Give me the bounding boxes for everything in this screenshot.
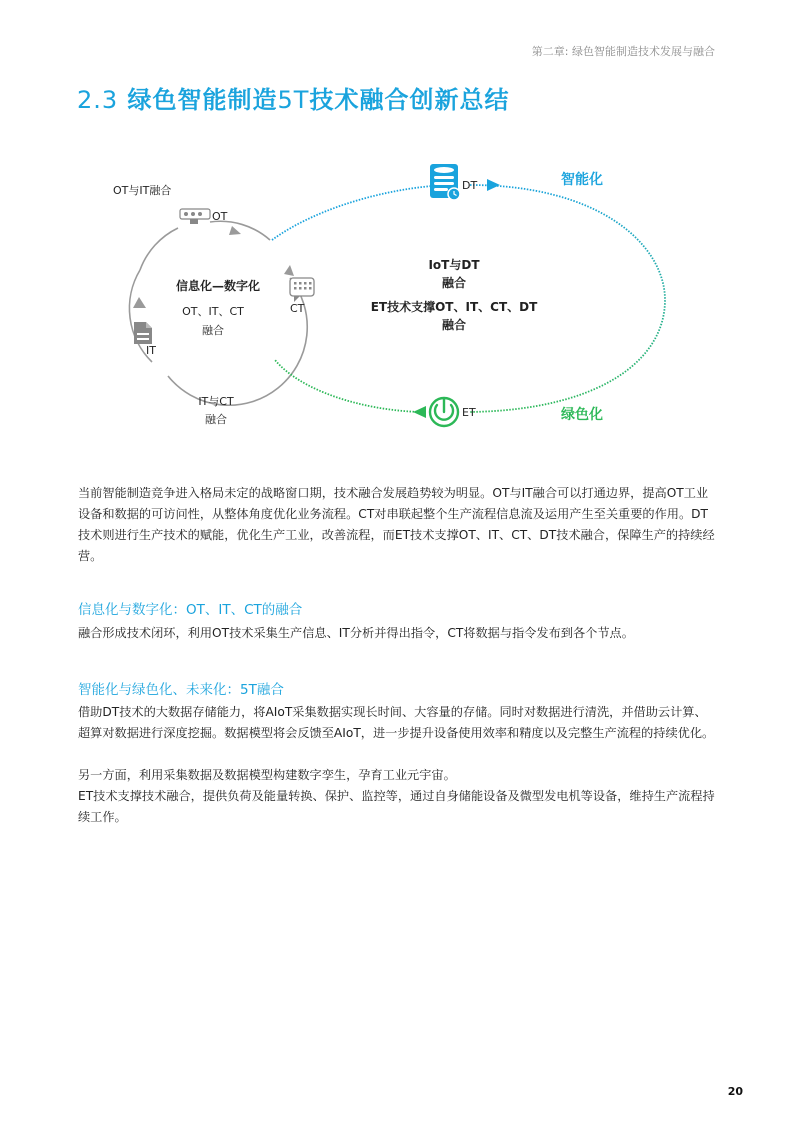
it-ct-fusion-line1: IT与CT bbox=[198, 395, 234, 408]
running-header: 第二章: 绿色智能制造技术发展与融合 bbox=[531, 45, 715, 58]
it-document-icon bbox=[134, 322, 152, 344]
intelligent-label: 智能化 bbox=[561, 172, 603, 188]
ot-label: OT bbox=[212, 210, 228, 223]
dt-database-icon bbox=[430, 164, 460, 200]
arrow-ct-it bbox=[284, 265, 294, 276]
intelligent-green-paragraph-1: 借助DT技术的大数据存储能力，将AIoT采集数据实现长时间、大容量的存储。同时对数据进行清洗，并借助云计算、超算对数据进行深度挖掘。数据模型将会反馈至AIoT，进一步提升设备使用效率和精度以及完整生产流程的持续优化。 bbox=[78, 705, 715, 740]
iot-dt-line2: 融合 bbox=[441, 276, 466, 290]
subheading-intelligent-green: 智能化与绿色化、未来化：5T融合 bbox=[78, 682, 284, 698]
intelligent-green-paragraph-2: 另一方面，利用采集数据及数据模型构建数字孪生，孕育工业元宇宙。 bbox=[78, 768, 456, 782]
it-ct-fusion-line2: 融合 bbox=[205, 413, 227, 426]
et-power-icon bbox=[430, 398, 458, 426]
section-title-5t: 5T bbox=[277, 86, 310, 114]
arrow-ot-ct bbox=[229, 226, 241, 235]
inner-cycle-line1: OT、IT、CT bbox=[182, 305, 244, 318]
dt-label: DT bbox=[462, 179, 478, 192]
section-number: 2.3 bbox=[77, 86, 119, 114]
page-number: 20 bbox=[727, 1085, 743, 1098]
subheading-informatization: 信息化与数字化：OT、IT、CT的融合 bbox=[78, 602, 303, 618]
inner-cycle-line2: 融合 bbox=[202, 324, 224, 337]
section-title-prefix: 绿色智能制造 bbox=[127, 86, 278, 114]
fusion-diagram bbox=[0, 150, 793, 450]
inner-cycle-title: 信息化—数字化 bbox=[175, 279, 260, 293]
et-support-line2: 融合 bbox=[441, 318, 466, 332]
arrow-it-ot bbox=[133, 297, 146, 308]
it-label: IT bbox=[146, 344, 156, 357]
section-title-suffix: 技术融合创新总结 bbox=[309, 86, 510, 114]
et-support-line1: ET技术支撑OT、IT、CT、DT bbox=[370, 300, 538, 314]
ct-label: CT bbox=[290, 302, 305, 315]
et-label: ET bbox=[462, 406, 476, 419]
section-title bbox=[77, 80, 509, 115]
informatization-paragraph: 融合形成技术闭环，利用OT技术采集生产信息、IT分析并得出指令，CT将数据与指令发布到各个节点。 bbox=[78, 626, 634, 640]
ot-it-fusion-label: OT与IT融合 bbox=[113, 184, 172, 197]
arrow-et bbox=[413, 406, 426, 418]
ot-device-icon bbox=[180, 209, 210, 224]
iot-dt-line1: IoT与DT bbox=[428, 258, 480, 272]
intro-paragraph: 当前智能制造竞争进入格局未定的战略窗口期，技术融合发展趋势较为明显。OT与IT融合可以打通边界，提高OT工业设备和数据的可访问性，从整体角度优化业务流程。CT对串联起整个生产流程信息流及运用产生至关重要的作用。DT技术则进行生产技术的赋能，优化生产工业，改善流程，而ET技术支撑OT、IT、CT、DT技术融合，保障生产的持续经营。 bbox=[78, 486, 715, 563]
intelligent-green-paragraph-3: ET技术支撑技术融合，提供负荷及能量转换、保护、监控等，通过自身储能设备及微型发电机等设备，维持生产流程持续工作。 bbox=[78, 789, 715, 824]
green-label: 绿色化 bbox=[561, 407, 603, 423]
arrow-dt bbox=[487, 179, 500, 191]
